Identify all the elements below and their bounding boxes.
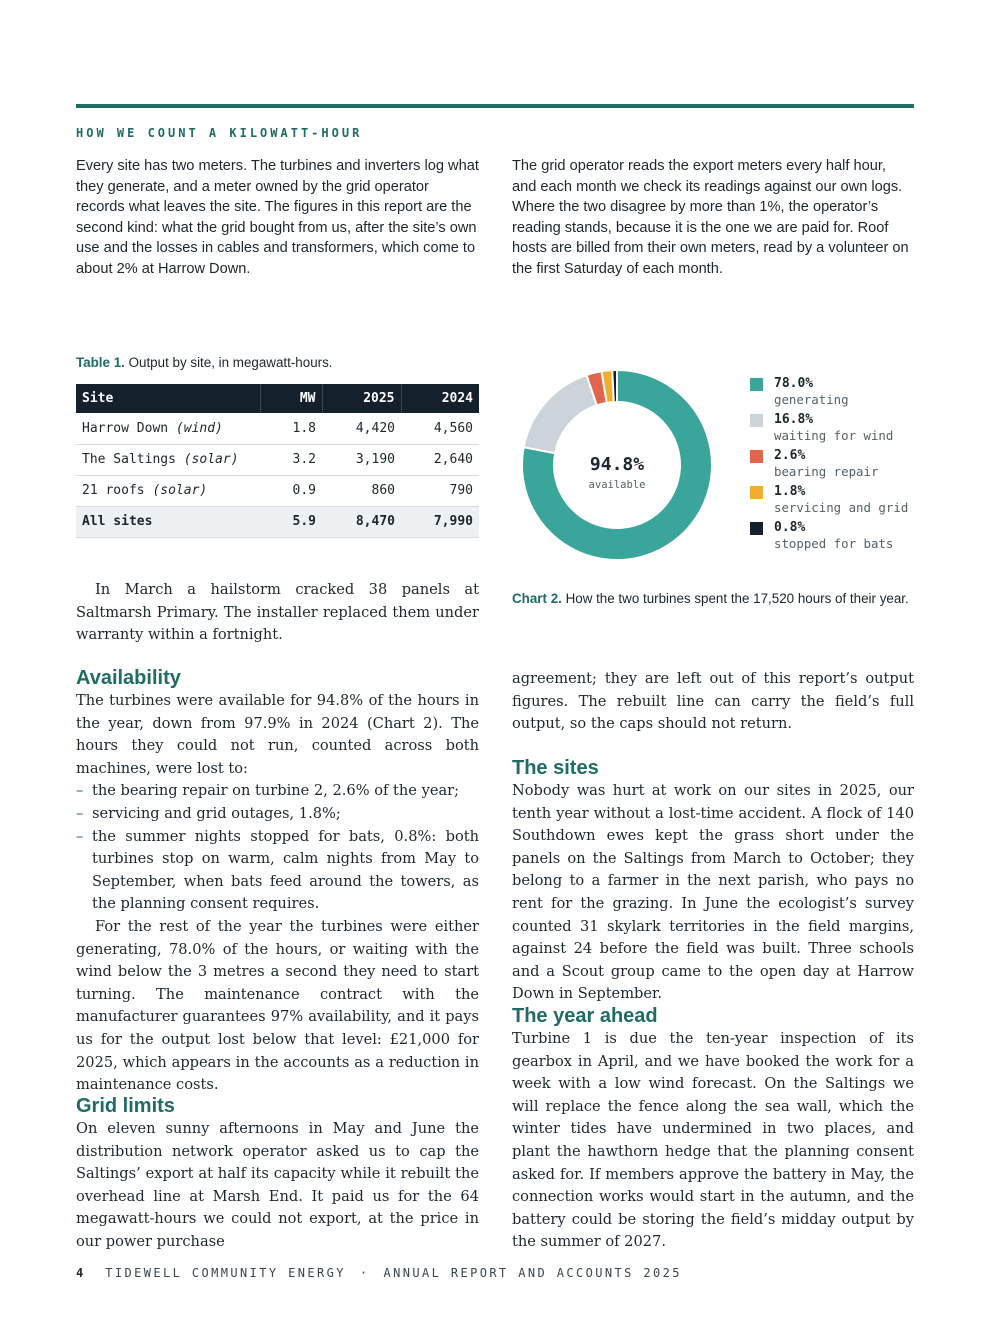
list-item: – the bearing repair on turbine 2, 2.6% of the year; xyxy=(76,780,479,803)
cell-2024: 4,560 xyxy=(401,413,479,444)
cell-site xyxy=(76,444,260,475)
table-row xyxy=(76,444,479,475)
left-column-top xyxy=(76,579,479,647)
list-item: – servicing and grid outages, 1.8%; xyxy=(76,803,479,826)
legend-value: 1.8% xyxy=(774,484,806,499)
list-item: – the summer nights stopped for bats, 0.8%: both turbines stop on warm, calm nights from May to September, when bats feed around the towers, as the planning consent requires. xyxy=(76,826,479,916)
legend-swatch xyxy=(750,414,763,427)
cell-mw: 3.2 xyxy=(260,444,322,475)
section-kicker: HOW WE COUNT A KILOWATT-HOUR xyxy=(76,126,363,140)
grid-limits-heading: Grid limits xyxy=(76,1095,175,1117)
cell-2025: 4,420 xyxy=(322,413,401,444)
cell-mw: 5.9 xyxy=(260,506,322,537)
site-name: The Saltings xyxy=(82,452,184,467)
cell-2025: 860 xyxy=(322,475,401,506)
cell-site xyxy=(76,475,260,506)
legend-value: 16.8% xyxy=(774,412,814,427)
site-type: (wind) xyxy=(175,420,223,436)
year-ahead-paragraph: Turbine 1 is due the ten-year inspection of its gearbox in April, and we have booked the work for a week with a low wind forecast. On the Saltings we will replace the fence along the sea wall, which the winter tides have undermined in two places, and plant the hawthorn hedge that the planning consent asked for. If members approve the battery in May, the connection works would start in the autumn, and the battery could be storing the field’s midday output by the summer of 2027. xyxy=(512,1030,914,1251)
grid-limits-paragraph: On eleven sunny afternoons in May and June the distribution network operator asked us to cap the Saltings’ export at half its capacity while it rebuilt the overhead line at Marsh End. It paid us for the 64 megawatt-hours we could not export, at the price in our power purchase xyxy=(76,1120,479,1250)
intro-left: Every site has two meters. The turbines and inverters log what they generate, and a meter owned by the grid operator records what leaves the site. The figures in this report are the second kind: what the grid bought from us, after the site’s own use and the losses in cables and transformers, which come to about 2% at Harrow Down. xyxy=(76,158,479,277)
availability-donut-chart xyxy=(518,366,716,564)
left-column-grid xyxy=(76,1094,479,1254)
site-name: 21 roofs xyxy=(82,483,153,498)
footer-doc-title: ANNUAL REPORT AND ACCOUNTS 2025 xyxy=(383,1266,682,1280)
cell-2024: 790 xyxy=(401,475,479,506)
right-column-sites xyxy=(512,756,914,1006)
left-column-body xyxy=(76,666,479,1097)
sites-heading: The sites xyxy=(512,757,599,779)
table-caption-text: Output by site, in megawatt-hours. xyxy=(124,355,333,370)
chart-caption xyxy=(512,589,912,608)
legend-swatch xyxy=(750,378,763,391)
legend-value: 0.8% xyxy=(774,520,806,535)
legend-value: 2.6% xyxy=(774,448,806,463)
site-type: (solar) xyxy=(183,452,239,467)
cell-2024: 2,640 xyxy=(401,444,479,475)
legend-item xyxy=(750,520,908,556)
col-header-2024: 2024 xyxy=(401,384,479,413)
legend-label: servicing and grid xyxy=(774,500,909,515)
page-number: 4 xyxy=(76,1266,84,1280)
availability-list xyxy=(76,780,479,916)
cell-2025: 3,190 xyxy=(322,444,401,475)
legend-label: bearing repair xyxy=(774,464,879,479)
cell-mw: 1.8 xyxy=(260,413,322,444)
legend-value: 78.0% xyxy=(774,376,814,391)
table-row xyxy=(76,475,479,506)
grid-limits-continued: agreement; they are left out of this report’s output figures. The rebuilt line can carry the field’s full output, so the caps should not return. xyxy=(512,670,914,733)
col-header-site: Site xyxy=(76,384,260,413)
col-header-mw: MW xyxy=(260,384,322,413)
cell-site: All sites xyxy=(76,506,260,537)
col-header-2025: 2025 xyxy=(322,384,401,413)
legend-item xyxy=(750,448,908,484)
legend-item xyxy=(750,412,908,448)
donut-slice-waiting-for-wind xyxy=(524,375,597,453)
legend-label: waiting for wind xyxy=(774,428,894,443)
table-header-row xyxy=(76,384,479,413)
legend-label: generating xyxy=(774,392,849,407)
donut-slice-stopped-for-bats xyxy=(612,370,617,402)
chart-caption-label: Chart 2. xyxy=(512,591,562,606)
hail-paragraph: In March a hailstorm cracked 38 panels at Saltmarsh Primary. The installer replaced them under warranty within a fortnight. xyxy=(76,581,479,644)
site-type: (solar) xyxy=(152,483,208,498)
site-name: Harrow Down xyxy=(82,420,176,436)
footer-separator: · xyxy=(359,1266,370,1280)
output-table xyxy=(76,384,479,538)
table-total-row xyxy=(76,506,479,537)
right-column-ahead xyxy=(512,1004,914,1254)
legend-label: stopped for bats xyxy=(774,536,894,551)
cell-2024: 7,990 xyxy=(401,506,479,537)
intro-right: The grid operator reads the export meters every half hour, and each month we check its readings against our own logs. Where the two disagree by more than 1%, the operator’s reading stands, because it is the one we are paid for. Roof hosts are billed from their own meters, read by a volunteer on the first Saturday of each month. xyxy=(512,158,909,277)
donut-center-label: available xyxy=(588,479,646,491)
chart-legend xyxy=(750,376,908,556)
table-caption xyxy=(76,355,333,370)
legend-swatch xyxy=(750,522,763,535)
year-ahead-heading: The year ahead xyxy=(512,1005,658,1027)
availability-paragraph: The turbines were available for 94.8% of the hours in the year, down from 97.9% in 2024 (Chart 2). The hours they could not run, counted across both machines, were lost to: xyxy=(76,692,479,777)
top-rule xyxy=(76,104,914,108)
chart-caption-text: How the two turbines spent the 17,520 hours of their year. xyxy=(561,591,909,606)
footer-org: TIDEWELL COMMUNITY ENERGY xyxy=(105,1266,346,1280)
sites-paragraph: Nobody was hurt at work on our sites in 2025, our tenth year without a lost-time accident. A flock of 140 Southdown ewes kept the grass short under the panels on the Saltings from March to October; they belong to a farmer in the next parish, who pays no rent for the grazing. In June the ecologist’s survey counted 31 skylark territories in the field margins, against 24 before the field was built. Three schools and a Scout group came to the open day at Harrow Down in September. xyxy=(512,782,914,1003)
cell-site xyxy=(76,413,260,444)
cell-2025: 8,470 xyxy=(322,506,401,537)
legend-swatch xyxy=(750,486,763,499)
table-caption-label: Table 1. xyxy=(76,355,125,370)
page-footer xyxy=(76,1266,682,1280)
donut-center-value: 94.8% xyxy=(589,454,645,475)
right-column-body xyxy=(512,668,914,736)
table-row xyxy=(76,413,479,444)
availability-heading: Availability xyxy=(76,667,181,689)
legend-item xyxy=(750,484,908,520)
legend-item xyxy=(750,376,908,412)
cell-mw: 0.9 xyxy=(260,475,322,506)
availability-paragraph-2: For the rest of the year the turbines were either generating, 78.0% of the hours, or waiting with the wind below the 3 metres a second they need to start turning. The maintenance contract with the manufacturer guarantees 97% availability, and it pays us for the output lost below that level: £21,000 for 2025, which appears in the accounts as a reduction in maintenance costs. xyxy=(76,917,479,1094)
legend-swatch xyxy=(750,450,763,463)
